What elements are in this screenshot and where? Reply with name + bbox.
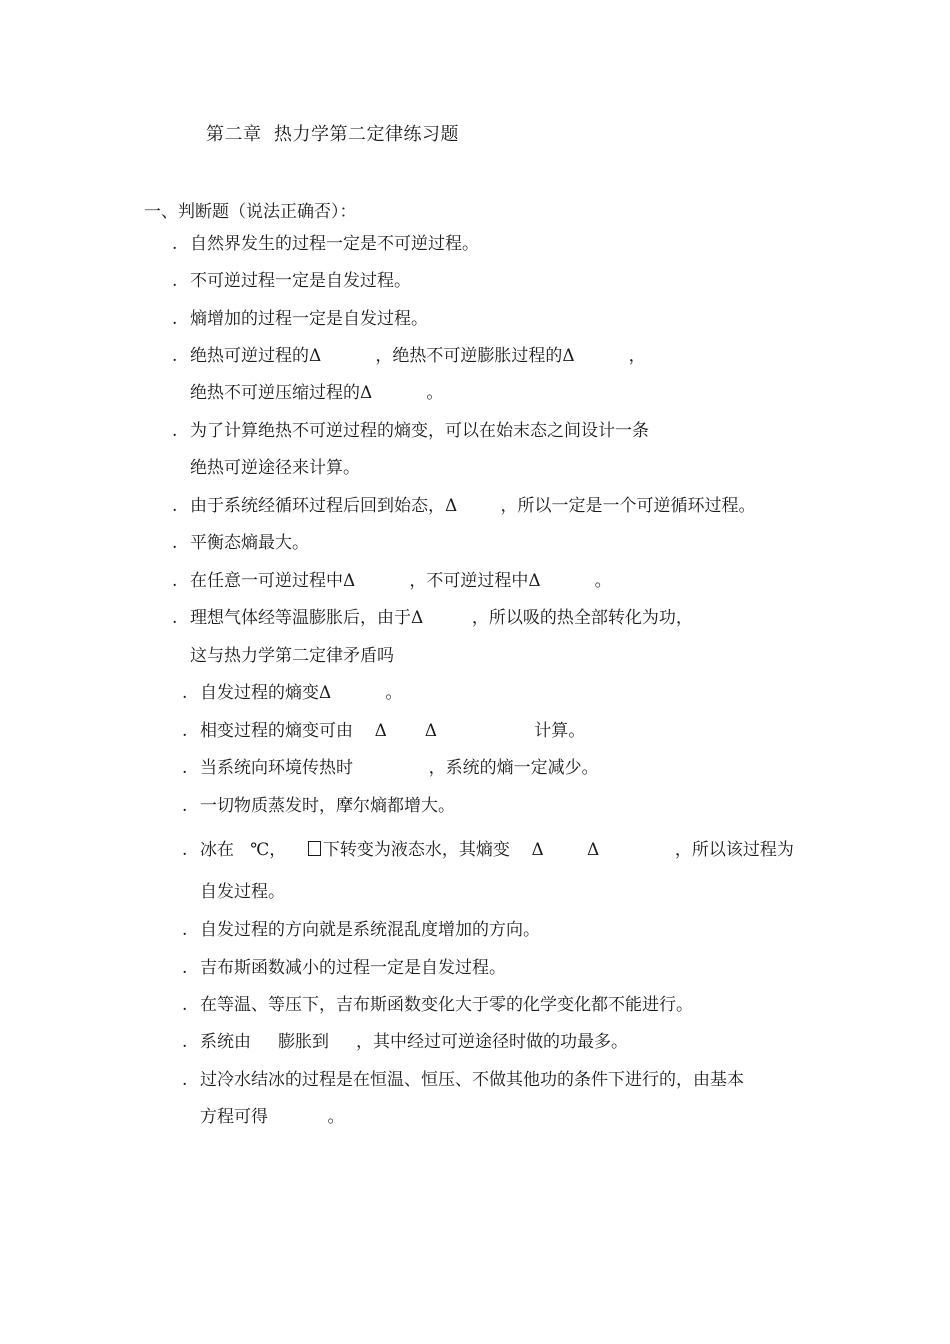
question-text: 这与热力学第二定律矛盾吗 — [190, 646, 394, 666]
chapter-title: 第二章 热力学第二定律练习题 — [206, 124, 459, 145]
item-bullet: . — [182, 840, 188, 860]
question-text: 由于系统经循环过程后回到始态，Δ ，所以一定是一个可逆循环过程。 — [190, 496, 756, 516]
question-text-part: 冰在 ℃， — [200, 840, 308, 860]
missing-glyph-box-icon — [308, 841, 321, 856]
question-text: 理想气体经等温膨胀后，由于Δ ，所以吸的热全部转化为功， — [190, 608, 693, 628]
question-text: 熵增加的过程一定是自发过程。 — [190, 309, 428, 329]
item-bullet: . — [182, 958, 188, 978]
question-item — [182, 795, 455, 817]
question-item — [182, 1031, 628, 1053]
item-bullet: . — [172, 346, 178, 366]
question-item — [172, 420, 649, 442]
question-text: 自发过程的熵变Δ 。 — [200, 683, 403, 703]
question-item — [182, 839, 794, 861]
item-bullet: . — [182, 995, 188, 1015]
item-bullet: . — [172, 234, 178, 254]
item-bullet: . — [182, 721, 188, 741]
section-heading: 一、判断题（说法正确否）： — [144, 202, 357, 222]
question-text: 当系统向环境传热时 ，系统的熵一定减少。 — [200, 758, 599, 778]
item-bullet: . — [172, 571, 178, 591]
question-item — [172, 607, 693, 629]
question-item — [172, 308, 428, 330]
item-bullet: . — [182, 920, 188, 940]
question-text: 吉布斯函数减小的过程一定是自发过程。 — [200, 958, 506, 978]
question-text: 绝热可逆过程的Δ ，绝热不可逆膨胀过程的Δ ， — [190, 346, 646, 366]
item-bullet: . — [182, 796, 188, 816]
question-text: 自然界发生的过程一定是不可逆过程。 — [190, 234, 479, 254]
question-continuation — [190, 457, 360, 479]
item-bullet: . — [182, 758, 188, 778]
question-item — [182, 1069, 744, 1091]
question-text: 方程可得 。 — [200, 1107, 345, 1127]
question-text-part: 下转变为液态水，其熵变 Δ Δ ，所以该过程为 — [322, 840, 794, 860]
question-continuation — [190, 645, 394, 667]
question-item — [182, 994, 693, 1016]
item-bullet: . — [172, 309, 178, 329]
item-bullet: . — [172, 271, 178, 291]
question-continuation — [200, 1106, 344, 1128]
question-continuation — [200, 881, 285, 903]
question-text: 平衡态熵最大。 — [190, 533, 309, 553]
question-text: 相变过程的熵变可由 Δ Δ 计算。 — [200, 721, 586, 741]
question-item — [172, 495, 756, 517]
item-bullet: . — [182, 683, 188, 703]
question-text: 自发过程。 — [200, 882, 285, 902]
question-item — [182, 682, 402, 704]
question-item — [172, 570, 612, 592]
question-text: 一切物质蒸发时，摩尔熵都增大。 — [200, 796, 455, 816]
item-bullet: . — [182, 1070, 188, 1090]
item-bullet: . — [182, 1032, 188, 1052]
question-item — [172, 532, 309, 554]
question-item — [182, 919, 540, 941]
item-bullet: . — [172, 496, 178, 516]
question-continuation — [190, 382, 443, 404]
question-text: 系统由 膨胀到 ，其中经过可逆途径时做的功最多。 — [200, 1032, 629, 1052]
item-bullet: . — [172, 421, 178, 441]
item-bullet: . — [172, 533, 178, 553]
item-bullet: . — [172, 608, 178, 628]
question-text: 自发过程的方向就是系统混乱度增加的方向。 — [200, 920, 540, 940]
question-item — [172, 270, 411, 292]
question-text: 不可逆过程一定是自发过程。 — [190, 271, 411, 291]
question-text: 过冷水结冰的过程是在恒温、恒压、不做其他功的条件下进行的，由基本 — [200, 1070, 744, 1090]
question-text: 在等温、等压下，吉布斯函数变化大于零的化学变化都不能进行。 — [200, 995, 693, 1015]
question-item — [182, 757, 599, 779]
question-item — [172, 233, 479, 255]
question-text: 为了计算绝热不可逆过程的熵变，可以在始末态之间设计一条 — [190, 421, 649, 441]
question-text: 绝热不可逆压缩过程的Δ 。 — [190, 383, 444, 403]
question-item — [172, 345, 646, 367]
question-item — [182, 720, 585, 742]
question-item — [182, 957, 506, 979]
question-text: 在任意一可逆过程中Δ ，不可逆过程中Δ 。 — [190, 571, 612, 591]
question-text: 绝热可逆途径来计算。 — [190, 458, 360, 478]
